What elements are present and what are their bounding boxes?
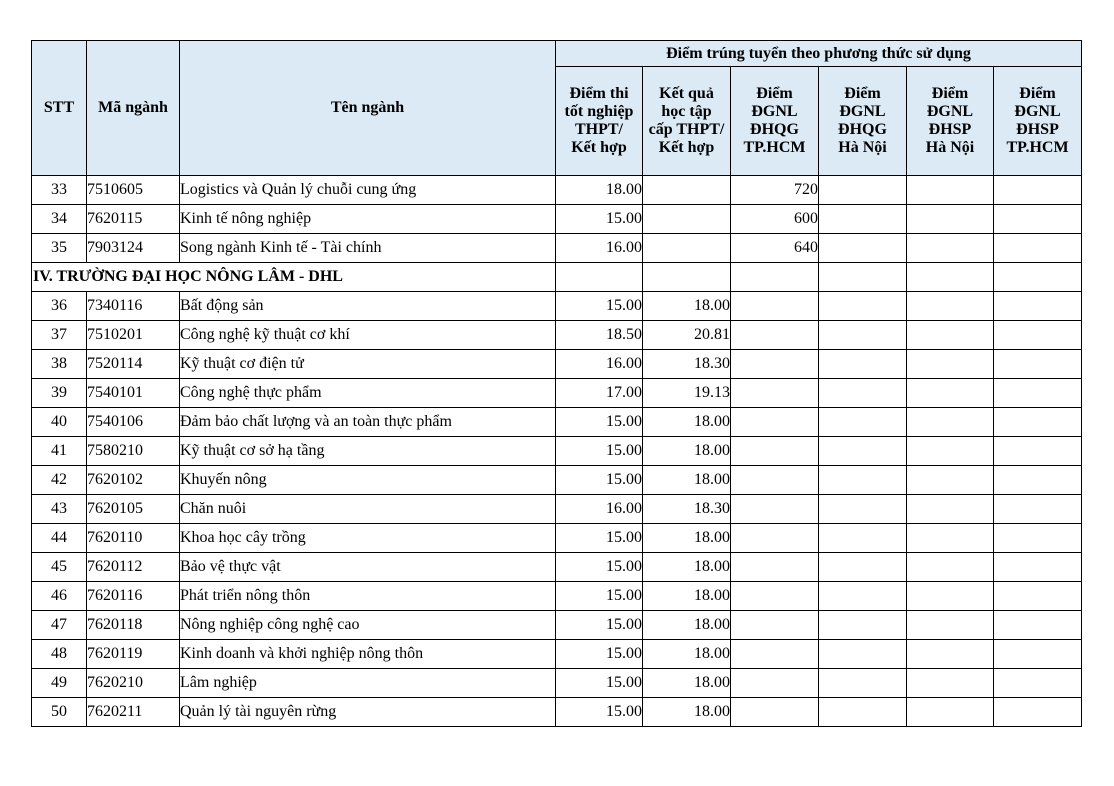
table-row [32, 669, 1082, 698]
cell-name: Logistics và Quản lý chuỗi cung ứng [180, 176, 556, 205]
table-row [32, 205, 1082, 234]
cell-transcript [643, 176, 731, 205]
cell-empty [731, 698, 819, 727]
header-line: TP.HCM [743, 139, 806, 156]
cell-empty [819, 176, 907, 205]
cell-empty [994, 234, 1082, 263]
cell-thpt: 15.00 [556, 292, 643, 321]
cell-code: 7620210 [87, 669, 180, 698]
cell-empty [819, 408, 907, 437]
cell-empty [994, 553, 1082, 582]
header-transcript-score [643, 67, 731, 176]
header-stt: STT [32, 41, 87, 176]
cell-empty [819, 611, 907, 640]
cell-stt: 50 [32, 698, 87, 727]
cell-thpt: 17.00 [556, 379, 643, 408]
cell-transcript: 18.00 [643, 669, 731, 698]
table-row [32, 698, 1082, 727]
cell-name: Kỹ thuật cơ điện tử [180, 350, 556, 379]
header-method-group: Điểm trúng tuyển theo phương thức sử dụng [556, 41, 1082, 67]
cell-transcript: 18.00 [643, 611, 731, 640]
cell-empty [819, 437, 907, 466]
cell-empty [907, 292, 994, 321]
header-line: ĐHQG [838, 121, 887, 138]
section-row [32, 263, 1082, 292]
header-dhsp-hanoi [907, 67, 994, 176]
header-thpt-score [556, 67, 643, 176]
cell-thpt: 15.00 [556, 466, 643, 495]
cell-stt: 41 [32, 437, 87, 466]
table-row [32, 234, 1082, 263]
cell-stt: 43 [32, 495, 87, 524]
cell-transcript: 18.00 [643, 553, 731, 582]
cell-empty [994, 524, 1082, 553]
cell-stt: 46 [32, 582, 87, 611]
cell-empty [907, 263, 994, 292]
cell-empty [907, 698, 994, 727]
cell-code: 7540101 [87, 379, 180, 408]
cell-empty [731, 582, 819, 611]
cell-empty [907, 437, 994, 466]
cell-name: Lâm nghiệp [180, 669, 556, 698]
cell-thpt: 16.00 [556, 495, 643, 524]
cell-thpt: 15.00 [556, 205, 643, 234]
cell-empty [994, 205, 1082, 234]
header-line: tốt nghiệp [564, 103, 634, 120]
table-row [32, 437, 1082, 466]
table-row [32, 350, 1082, 379]
cell-empty [907, 321, 994, 350]
cell-empty [907, 234, 994, 263]
cell-empty [994, 263, 1082, 292]
header-name: Tên ngành [180, 41, 556, 176]
header-line: Kết hợp [658, 139, 715, 156]
cell-stt: 48 [32, 640, 87, 669]
cell-empty [819, 495, 907, 524]
cell-stt: 36 [32, 292, 87, 321]
cell-dgnl-hcm: 600 [731, 205, 819, 234]
cell-empty [731, 350, 819, 379]
cell-thpt: 18.00 [556, 176, 643, 205]
cell-stt: 45 [32, 553, 87, 582]
cell-name: Bảo vệ thực vật [180, 553, 556, 582]
cell-empty [556, 263, 643, 292]
cell-code: 7620102 [87, 466, 180, 495]
header-line: THPT/ [574, 121, 623, 138]
cell-empty [994, 611, 1082, 640]
cell-empty [907, 408, 994, 437]
header-line: ĐHSP [1016, 121, 1059, 138]
table-row [32, 379, 1082, 408]
cell-empty [994, 640, 1082, 669]
header-line: Kết hợp [571, 139, 627, 156]
cell-empty [731, 495, 819, 524]
cell-empty [994, 321, 1082, 350]
cell-empty [731, 321, 819, 350]
cell-thpt: 15.00 [556, 640, 643, 669]
cell-name: Khoa học cây trồng [180, 524, 556, 553]
cell-empty [819, 321, 907, 350]
cell-stt: 42 [32, 466, 87, 495]
cell-empty [907, 640, 994, 669]
cell-name: Chăn nuôi [180, 495, 556, 524]
cell-empty [907, 582, 994, 611]
cell-transcript: 19.13 [643, 379, 731, 408]
cell-empty [994, 495, 1082, 524]
cell-name: Kinh doanh và khởi nghiệp nông thôn [180, 640, 556, 669]
cell-empty [643, 263, 731, 292]
cell-code: 7620112 [87, 553, 180, 582]
cell-stt: 49 [32, 669, 87, 698]
cell-thpt: 15.00 [556, 611, 643, 640]
table-row [32, 553, 1082, 582]
cell-code: 7903124 [87, 234, 180, 263]
cell-empty [907, 669, 994, 698]
cell-empty [819, 379, 907, 408]
cell-name: Công nghệ thực phẩm [180, 379, 556, 408]
cell-stt: 47 [32, 611, 87, 640]
table-row [32, 495, 1082, 524]
cell-transcript: 18.00 [643, 640, 731, 669]
cell-thpt: 16.00 [556, 350, 643, 379]
cell-empty [907, 466, 994, 495]
cell-empty [731, 553, 819, 582]
cell-transcript: 18.00 [643, 437, 731, 466]
cell-name: Kinh tế nông nghiệp [180, 205, 556, 234]
cell-code: 7510605 [87, 176, 180, 205]
header-line: học tập [661, 103, 712, 120]
cell-empty [907, 611, 994, 640]
header-line: Điểm [844, 85, 881, 102]
cell-empty [819, 292, 907, 321]
cell-empty [819, 263, 907, 292]
header-line: ĐGNL [751, 103, 798, 120]
table-row [32, 582, 1082, 611]
cell-name: Phát triển nông thôn [180, 582, 556, 611]
cell-empty [994, 292, 1082, 321]
cell-empty [907, 205, 994, 234]
cell-code: 7620105 [87, 495, 180, 524]
cell-transcript [643, 234, 731, 263]
cell-transcript: 18.00 [643, 524, 731, 553]
header-line: Điểm [1019, 85, 1056, 102]
cell-name: Bất động sản [180, 292, 556, 321]
cell-transcript: 20.81 [643, 321, 731, 350]
cell-transcript: 18.30 [643, 350, 731, 379]
cell-name: Khuyến nông [180, 466, 556, 495]
cell-thpt: 15.00 [556, 698, 643, 727]
cell-code: 7620115 [87, 205, 180, 234]
cell-empty [819, 582, 907, 611]
cell-empty [731, 611, 819, 640]
cell-name: Quản lý tài nguyên rừng [180, 698, 556, 727]
cell-stt: 34 [32, 205, 87, 234]
cell-transcript: 18.00 [643, 466, 731, 495]
cell-empty [819, 698, 907, 727]
cell-empty [994, 437, 1082, 466]
cell-thpt: 15.00 [556, 437, 643, 466]
cell-empty [907, 495, 994, 524]
header-line: ĐGNL [1014, 103, 1061, 120]
cell-empty [819, 553, 907, 582]
table-row [32, 408, 1082, 437]
table-row [32, 466, 1082, 495]
cell-dgnl-hcm: 640 [731, 234, 819, 263]
cell-empty [994, 176, 1082, 205]
cell-thpt: 16.00 [556, 234, 643, 263]
cell-code: 7340116 [87, 292, 180, 321]
cell-empty [994, 350, 1082, 379]
cell-empty [731, 524, 819, 553]
header-line: ĐGNL [926, 103, 974, 120]
cell-name: Song ngành Kinh tế - Tài chính [180, 234, 556, 263]
cell-code: 7540106 [87, 408, 180, 437]
cell-empty [994, 408, 1082, 437]
header-dhsp-hcm [994, 67, 1082, 176]
cell-empty [819, 640, 907, 669]
cell-empty [819, 350, 907, 379]
table-row [32, 524, 1082, 553]
cell-name: Nông nghiệp công nghệ cao [180, 611, 556, 640]
header-line: Kết quả [659, 85, 714, 102]
cell-empty [731, 263, 819, 292]
cell-thpt: 15.00 [556, 669, 643, 698]
cell-stt: 35 [32, 234, 87, 263]
header-line: TP.HCM [1006, 139, 1069, 156]
cell-empty [907, 176, 994, 205]
header-line: Điểm [756, 85, 793, 102]
cell-thpt: 15.00 [556, 524, 643, 553]
cell-empty [994, 379, 1082, 408]
cell-empty [994, 669, 1082, 698]
cell-stt: 39 [32, 379, 87, 408]
cell-code: 7520114 [87, 350, 180, 379]
cell-empty [731, 466, 819, 495]
table-row [32, 176, 1082, 205]
cell-empty [907, 379, 994, 408]
cell-transcript: 18.00 [643, 582, 731, 611]
cell-empty [731, 640, 819, 669]
cell-stt: 40 [32, 408, 87, 437]
cell-dgnl-hcm: 720 [731, 176, 819, 205]
cell-empty [731, 408, 819, 437]
cell-code: 7620118 [87, 611, 180, 640]
section-rows [32, 292, 1082, 727]
cell-empty [819, 466, 907, 495]
admission-scores-table [31, 40, 1082, 727]
cell-code: 7620116 [87, 582, 180, 611]
header-line: Điểm [931, 85, 969, 102]
header-line: ĐGNL [839, 103, 886, 120]
header-line: Hà Nội [925, 139, 975, 156]
cell-empty [994, 698, 1082, 727]
cell-empty [731, 379, 819, 408]
cell-transcript: 18.30 [643, 495, 731, 524]
cell-thpt: 15.00 [556, 553, 643, 582]
cell-code: 7580210 [87, 437, 180, 466]
cell-code: 7510201 [87, 321, 180, 350]
table-row [32, 292, 1082, 321]
cell-empty [819, 524, 907, 553]
cell-stt: 33 [32, 176, 87, 205]
cell-transcript: 18.00 [643, 292, 731, 321]
cell-transcript: 18.00 [643, 408, 731, 437]
cell-thpt: 15.00 [556, 408, 643, 437]
cell-empty [994, 582, 1082, 611]
header-dgnl-hcm [731, 67, 819, 176]
cell-empty [731, 292, 819, 321]
cell-code: 7620119 [87, 640, 180, 669]
cell-stt: 37 [32, 321, 87, 350]
header-code: Mã ngành [87, 41, 180, 176]
section-heading: IV. TRƯỜNG ĐẠI HỌC NÔNG LÂM - DHL [32, 263, 556, 292]
cell-empty [994, 466, 1082, 495]
cell-empty [819, 205, 907, 234]
cell-empty [907, 350, 994, 379]
cell-thpt: 15.00 [556, 582, 643, 611]
cell-stt: 44 [32, 524, 87, 553]
cell-thpt: 18.50 [556, 321, 643, 350]
table-row [32, 321, 1082, 350]
header-dgnl-hanoi [819, 67, 907, 176]
cell-empty [731, 669, 819, 698]
table-row [32, 611, 1082, 640]
cell-name: Đảm bảo chất lượng và an toàn thực phẩm [180, 408, 556, 437]
header-line: ĐHSP [928, 121, 972, 138]
cell-code: 7620110 [87, 524, 180, 553]
cell-transcript [643, 205, 731, 234]
cell-empty [731, 437, 819, 466]
header-line: Điểm thi [569, 85, 629, 102]
cell-name: Kỹ thuật cơ sở hạ tầng [180, 437, 556, 466]
cell-name: Công nghệ kỹ thuật cơ khí [180, 321, 556, 350]
cell-empty [819, 669, 907, 698]
table-row [32, 640, 1082, 669]
cell-transcript: 18.00 [643, 698, 731, 727]
cell-stt: 38 [32, 350, 87, 379]
header-line: Hà Nội [838, 139, 887, 156]
cell-code: 7620211 [87, 698, 180, 727]
cell-empty [907, 524, 994, 553]
header-line: ĐHQG [750, 121, 799, 138]
cell-empty [819, 234, 907, 263]
cell-empty [907, 553, 994, 582]
header-line: cấp THPT/ [648, 121, 725, 138]
